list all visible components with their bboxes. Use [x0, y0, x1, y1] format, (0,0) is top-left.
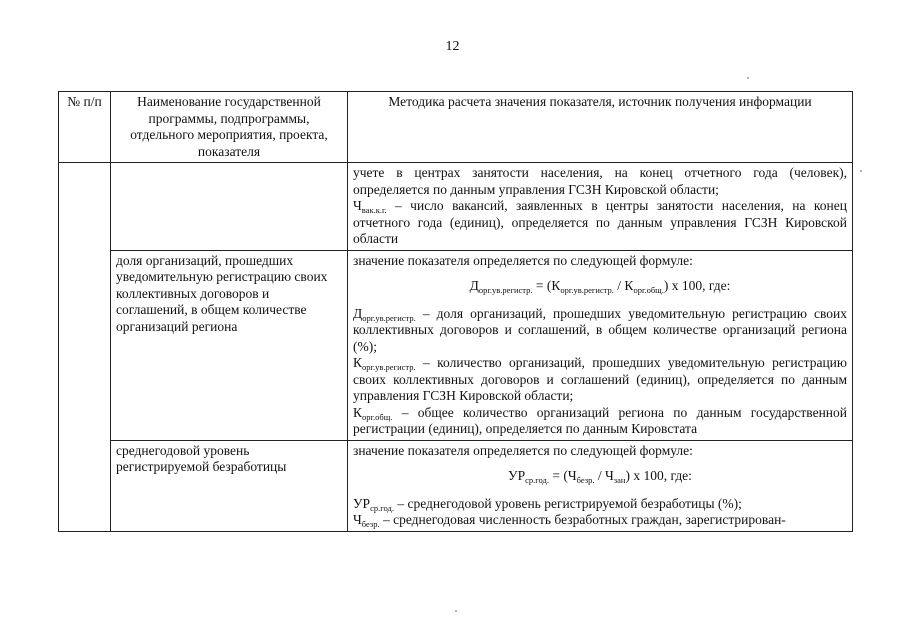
formula: $Д_{орг.ув.регистр.} = (К_{орг.ув.регистр.} / К_{орг.общ.})$ х 100, где: — [469, 278, 731, 295]
formula: $УР_{ср.год.} = (Ч_{безр.} / Ч_{зан})$ х 100, где: — [508, 468, 692, 485]
method-cell — [348, 440, 853, 531]
variable-definition: $УР_{ср.год.}$ – среднегодовой уровень регистрируемой безработицы (%); — [353, 495, 742, 513]
method-cell — [348, 163, 853, 251]
header-name: Наименование государственной программы, подпрограммы, отдельного мероприятия, проекта, показателя — [111, 92, 348, 163]
variable-definition: $Ч_{безр.}$ – среднегодовая численность безработных граждан, зарегистрирован- — [353, 512, 786, 529]
scan-speck — [455, 610, 457, 612]
formula-intro: значение показателя определяется по следующей формуле: — [353, 252, 693, 268]
variable-definition: $К_{орг.ув.регистр.}$ – количество организаций, прошедших уведомительную регистрацию своих коллективных договоров и соглашений (единиц), определяется по данным управления ГСЗН Кировской области; — [353, 355, 847, 403]
header-num: № п/п — [59, 92, 111, 163]
table-row — [59, 440, 853, 531]
table-row — [59, 163, 853, 251]
indicator-table — [58, 91, 853, 532]
method-cell — [348, 250, 853, 440]
name-cell — [111, 163, 348, 251]
scan-speck — [747, 77, 749, 79]
page-number: 12 — [445, 39, 460, 54]
scan-speck — [860, 170, 862, 172]
table-row — [59, 250, 853, 440]
variable-definition: $К_{орг.общ.}$ – общее количество организаций региона по данным государственной регистрации (единиц), определяется по данным Кировстата — [353, 404, 847, 436]
name-cell: доля организаций, прошедших уведомительную регистрацию своих коллективных договоров и соглашений, в общем количестве организаций региона — [111, 250, 348, 440]
method-text: учете в центрах занятости населения, на конец отчетного года (человек), определяется по данным управления ГСЗН Кировской области; — [353, 165, 847, 197]
formula-intro: значение показателя определяется по следующей формуле: — [353, 442, 693, 458]
variable-definition: $Д_{орг.ув.регистр.}$ – доля организаций, прошедших уведомительную регистрацию своих коллективных договоров и соглашений, в общем количестве организаций региона (%); — [353, 305, 847, 354]
table-header-row — [59, 92, 853, 163]
num-cell — [59, 163, 111, 532]
header-method: Методика расчета значения показателя, источник получения информации — [348, 92, 853, 163]
name-cell: среднегодовой уровень регистрируемой безработицы — [111, 440, 348, 531]
variable-definition: $Ч_{вак.к.г.}$ – число вакансий, заявленных в центры занятости населения, на конец отчетного года (единиц), определяется по данным управления ГСЗН Кировской области — [353, 198, 847, 246]
